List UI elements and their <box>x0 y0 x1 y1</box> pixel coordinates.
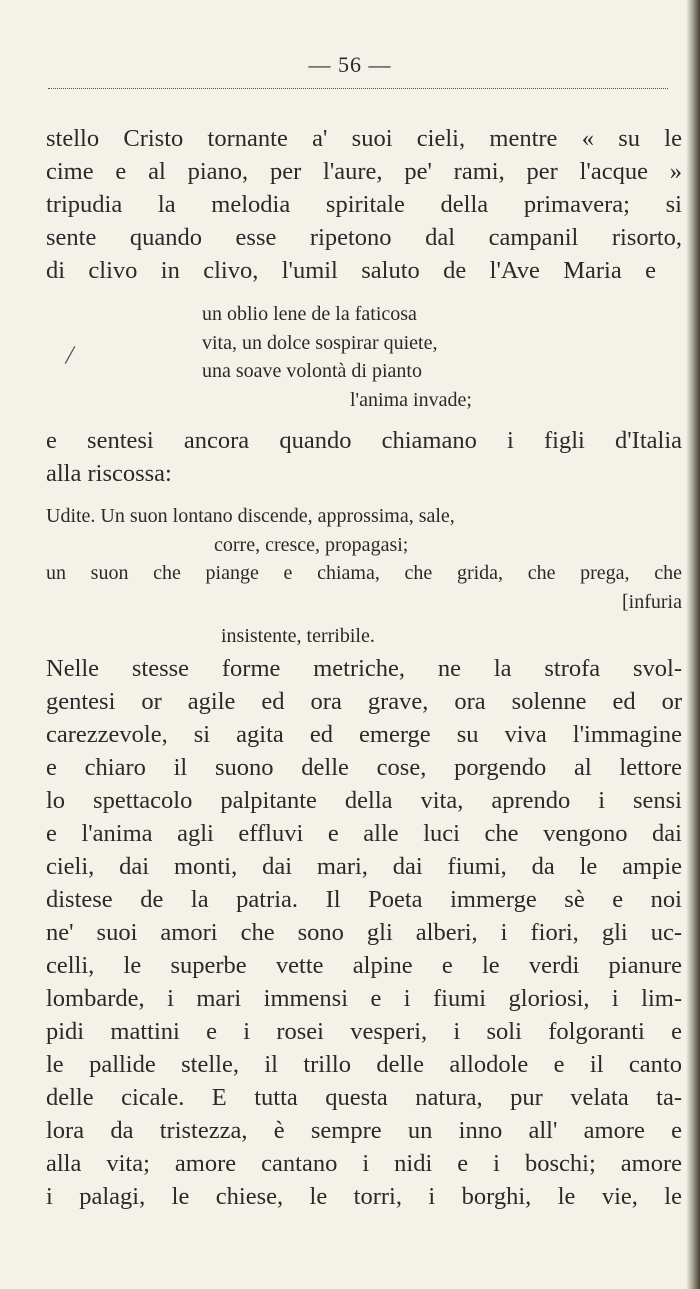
verse-line: insistente, terribile. <box>221 625 375 647</box>
verse-line: [infuria <box>622 590 682 613</box>
text-line: lora da tristezza, è sempre un inno all' amore e <box>46 1117 682 1144</box>
text-line: distese de la patria. Il Poeta immerge sè e noi <box>46 886 682 913</box>
paragraph-3 <box>46 652 682 1213</box>
paragraph-1 <box>46 122 682 287</box>
verse-2 <box>46 502 682 651</box>
verse-line: un suon che piange e chiama, che grida, che prega, che <box>46 562 682 584</box>
header-rule <box>48 88 668 89</box>
verse-line: vita, un dolce sospirar quiete, <box>202 331 438 354</box>
paragraph-2 <box>46 424 682 490</box>
text-line: carezzevole, si agita ed emerge su viva l'immagine <box>46 721 682 748</box>
text-line: stello Cristo tornante a' suoi cieli, mentre « su le <box>46 125 682 152</box>
text-line: le pallide stelle, il trillo delle allodole e il canto <box>46 1051 682 1078</box>
verse-line: un oblio lene de la faticosa <box>202 303 417 325</box>
text-line: i palagi, le chiese, le torri, i borghi, le vie, le <box>46 1183 682 1210</box>
text-line: e l'anima agli effluvi e alle luci che vengono dai <box>46 820 682 847</box>
text-line: e chiaro il suono delle cose, porgendo al lettore <box>46 754 682 781</box>
text-line: celli, le superbe vette alpine e le verdi pianure <box>46 952 682 979</box>
verse-line: una soave volontà di pianto <box>202 360 422 382</box>
text-line: sente quando esse ripetono dal campanil risorto, <box>46 224 682 251</box>
page-number: — 56 — <box>308 52 392 77</box>
verse-line: Udite. Un suon lontano discende, approssima, sale, <box>46 505 455 527</box>
verse-line: l'anima invade; <box>350 388 472 411</box>
text-line: gentesi or agile ed ora grave, ora solenne ed or <box>46 688 682 715</box>
pencil-mark: / <box>63 339 77 372</box>
text-line: Nelle stesse forme metriche, ne la strofa svol- <box>46 655 682 682</box>
text-line: lombarde, i mari immensi e i fiumi gloriosi, i lim- <box>46 985 682 1012</box>
text-line: alla vita; amore cantano i nidi e i boschi; amore <box>46 1150 682 1177</box>
text-line: alla riscossa: <box>46 460 172 487</box>
text-line: ne' suoi amori che sono gli alberi, i fiori, gli uc- <box>46 919 682 946</box>
text-line: cime e al piano, per l'aure, pe' rami, per l'acque » <box>46 158 682 185</box>
verse-line: corre, cresce, propagasi; <box>214 533 409 556</box>
text-line: tripudia la melodia spiritale della primavera; si <box>46 191 682 218</box>
text-line: di clivo in clivo, l'umil saluto de l'Ave Maria e <box>46 257 656 284</box>
text-line: lo spettacolo palpitante della vita, aprendo i sensi <box>46 787 682 814</box>
verse-1 <box>202 300 472 414</box>
page-binding-edge <box>686 0 700 1289</box>
text-line: e sentesi ancora quando chiamano i figli d'Italia <box>46 427 682 454</box>
text-line: cieli, dai monti, dai mari, dai fiumi, da le ampie <box>46 853 682 880</box>
text-line: delle cicale. E tutta questa natura, pur velata ta- <box>46 1084 682 1111</box>
text-line: pidi mattini e i rosei vesperi, i soli folgoranti e <box>46 1018 682 1045</box>
